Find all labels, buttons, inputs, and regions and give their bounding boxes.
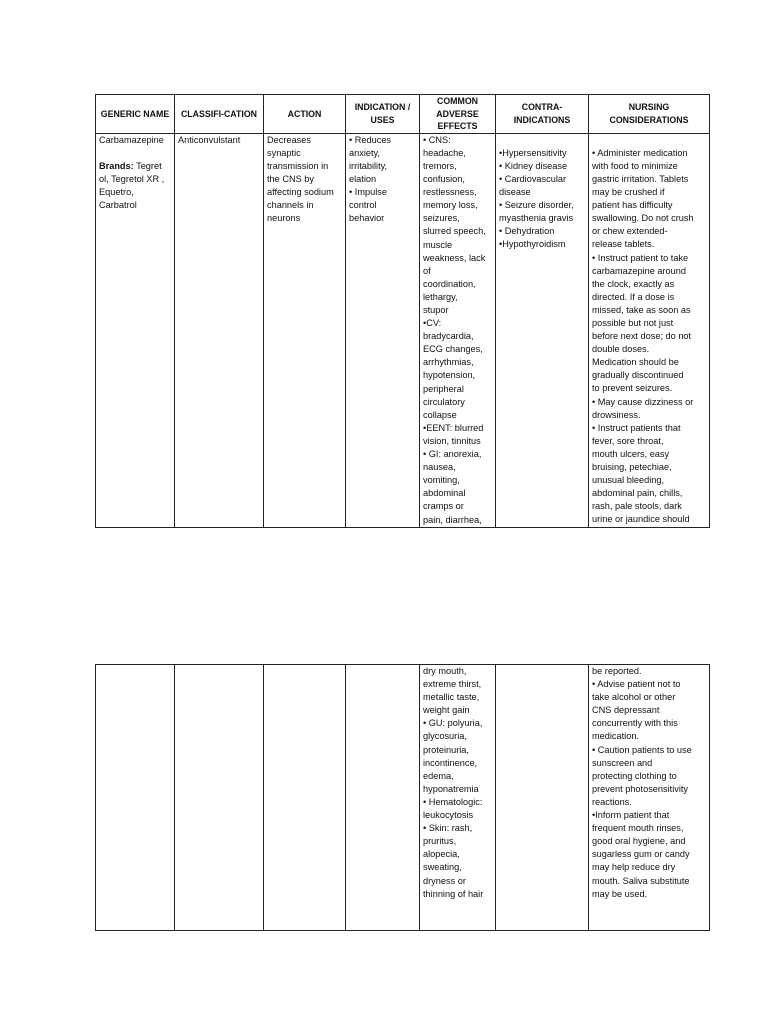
table-row	[96, 133, 710, 527]
generic-name-text: Carbamazepine	[99, 134, 164, 145]
cell-nursing: be reported. • Advise patient not to take alcohol or other CNS depressant concurrently with this medication. • Caution patients to use sunscreen and protecting clothing to prevent photosensitivity reactions. •Inform patient that frequent mouth rinses, good oral hygiene, and sugarless gum or candy may help reduce dry mouth. Saliva substitute may be used.	[589, 665, 710, 931]
header-nursing: NURSING CONSIDERATIONS	[589, 95, 710, 134]
cell-contraindications	[496, 665, 589, 931]
cell-indication	[346, 665, 420, 931]
cell-adverse-effects: dry mouth, extreme thirst, metallic taste, weight gain • GU: polyuria, glycosuria, proteinuria, incontinence, edema, hyponatremia • Hematologic: leukocytosis • Skin: rash, pruritus, alopecia, sweating, dryness or thinning of hair	[420, 665, 496, 931]
cell-nursing: • Administer medication with food to minimize gastric irritation. Tablets may be crushed if patient has difficulty swallowing. Do not crush or chew extended- release tablets. • Instruct patient to take carbamazepine around the clock, exactly as directed. If a dose is missed, take as soon as possible but not just before next dose; do not double doses. Medication should be gradually discontinued to prevent seizures. • May cause dizziness or drowsiness. • Instruct patients that fever, sore throat, mouth ulcers, easy bruising, petechiae, unusual bleeding, abdominal pain, chills, rash, pale stools, dark urine or jaundice should	[589, 133, 710, 527]
cell-indication: • Reduces anxiety, irritability, elation • Impulse control behavior	[346, 133, 420, 527]
cell-classification: Anticonvulstant	[175, 133, 264, 527]
header-indication: INDICATION / USES	[346, 95, 420, 134]
cell-generic-name	[96, 133, 175, 527]
header-adverse-effects: COMMON ADVERSE EFFECTS	[420, 95, 496, 134]
table-header-row	[96, 95, 710, 134]
cell-action: Decreases synaptic transmission in the CNS by affecting sodium channels in neurons	[264, 133, 346, 527]
header-contraindications: CONTRA- INDICATIONS	[496, 95, 589, 134]
drug-table-page1	[95, 94, 710, 528]
cell-adverse-effects: • CNS: headache, tremors, confusion, restlessness, memory loss, seizures, slurred speech, muscle weakness, lack of coordination, lethargy, stupor •CV: bradycardia, ECG changes, arrhythmias, hypotension, peripheral circulatory collapse •EENT: blurred vision, tinnitus • GI: anorexia, nausea, vomiting, abdominal cramps or pain, diarrhea,	[420, 133, 496, 527]
cell-generic-name	[96, 665, 175, 931]
cell-classification	[175, 665, 264, 931]
header-action: ACTION	[264, 95, 346, 134]
header-generic-name: GENERIC NAME	[96, 95, 175, 134]
cell-action	[264, 665, 346, 931]
brands-label: Brands:	[99, 160, 134, 171]
cell-contraindications: •Hypersensitivity • Kidney disease • Cardiovascular disease • Seizure disorder, myasthenia gravis • Dehydration •Hypothyroidism	[496, 133, 589, 527]
header-classification: CLASSIFI-CATION	[175, 95, 264, 134]
table-row	[96, 665, 710, 931]
brands-value: Tegret ol, Tegretol XR , Equetro, Carbatrol	[99, 160, 165, 211]
drug-table-page2	[95, 664, 710, 931]
brands-text	[99, 160, 171, 212]
